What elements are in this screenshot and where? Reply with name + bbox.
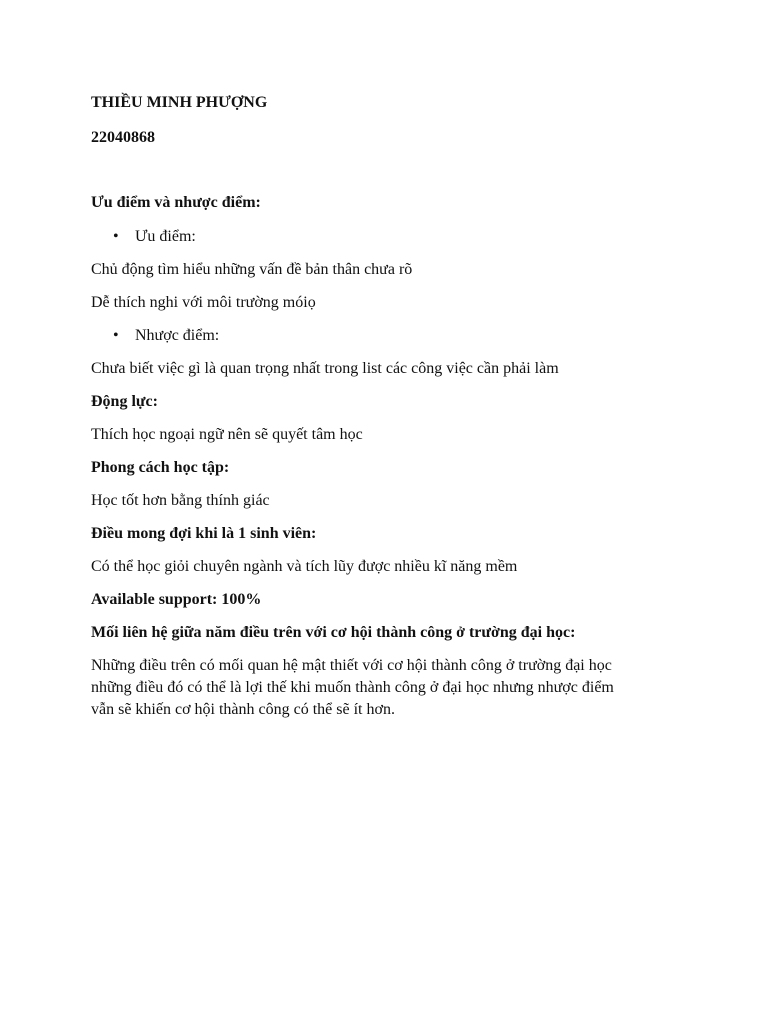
strengths-weaknesses-heading: Ưu điểm và nhược điểm: — [91, 194, 261, 211]
relation-text-line-3: vẫn sẽ khiến cơ hội thành công có thể sẽ ít hơn. — [91, 701, 395, 718]
motivation-text: Thích học ngoại ngữ nên sẽ quyết tâm học — [91, 426, 363, 443]
student-name: THIỀU MINH PHƯỢNG — [91, 94, 268, 111]
expectations-text: Có thể học giỏi chuyên ngành và tích lũy được nhiều kĩ năng mềm — [91, 558, 518, 575]
strengths-bullet — [91, 226, 196, 248]
learning-style-heading: Phong cách học tập: — [91, 459, 230, 476]
weaknesses-label: Nhược điểm: — [135, 327, 220, 344]
relation-text-line-1: Những điều trên có mối quan hệ mật thiết với cơ hội thành công ở trường đại học — [91, 657, 612, 674]
strength-item-1: Chủ động tìm hiểu những vấn đề bản thân chưa rõ — [91, 261, 413, 278]
relation-heading: Mối liên hệ giữa năm điều trên với cơ hội thành công ở trường đại học: — [91, 624, 576, 641]
learning-style-text: Học tốt hơn bằng thính giác — [91, 492, 270, 509]
support-heading: Available support: 100% — [91, 591, 262, 608]
expectations-heading: Điều mong đợi khi là 1 sinh viên: — [91, 525, 317, 542]
relation-text-line-2: những điều đó có thể là lợi thế khi muốn thành công ở đại học nhưng nhược điểm — [91, 679, 614, 696]
motivation-heading: Động lực: — [91, 393, 158, 410]
strength-item-2: Dễ thích nghi với môi trường móiọ — [91, 294, 316, 311]
student-id: 22040868 — [91, 129, 155, 146]
strengths-label: Ưu điểm: — [135, 228, 196, 245]
bullet-icon: • — [113, 228, 119, 245]
bullet-icon: • — [113, 327, 119, 344]
weakness-item-1: Chưa biết việc gì là quan trọng nhất trong list các công việc cần phải làm — [91, 360, 559, 377]
weaknesses-bullet — [91, 325, 219, 347]
